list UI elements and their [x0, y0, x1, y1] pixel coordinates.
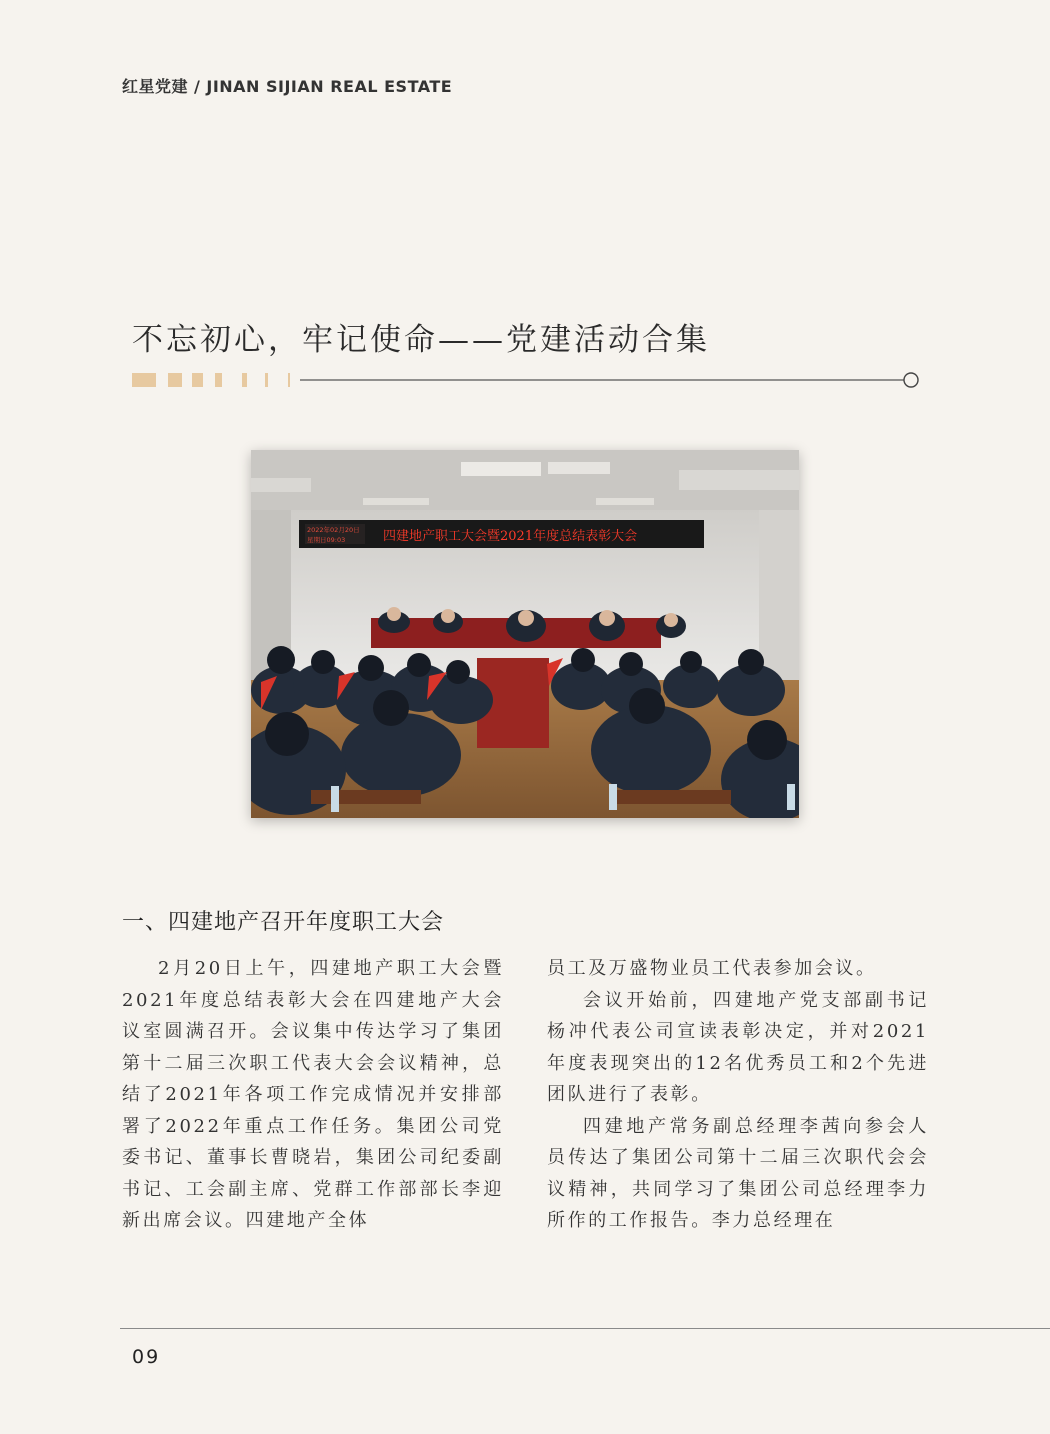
paragraph: 四建地产常务副总经理李茜向参会人员传达了集团公司第十二届三次职代会会议精神，共同学习了集团公司总经理李力所作的工作报告。李力总经理在 [547, 1115, 929, 1231]
running-header [122, 74, 452, 97]
banner-text: 四建地产职工大会暨2021年度总结表彰大会 [383, 529, 638, 544]
led-time-text: 星期日09:03 [307, 536, 346, 544]
page-title: 不忘初心，牢记使命——党建活动合集 [132, 322, 710, 358]
title-decoration [132, 370, 922, 390]
body-column-right [547, 953, 929, 1237]
meeting-photo [251, 450, 799, 818]
header-separator: / [194, 77, 201, 96]
page-number: 09 [132, 1346, 161, 1368]
header-section: 红星党建 [122, 77, 189, 96]
led-date-text: 2022年02月20日 [307, 526, 360, 534]
body-column-left [122, 953, 504, 1237]
header-company: JINAN SIJIAN REAL ESTATE [206, 77, 453, 96]
paragraph: 员工及万盛物业员工代表参加会议。 [547, 958, 877, 979]
paragraph: 会议开始前，四建地产党支部副书记杨冲代表公司宣读表彰决定，并对2021年度表现突出的12名优秀员工和2个先进团队进行了表彰。 [547, 989, 929, 1105]
section-heading: 一、四建地产召开年度职工大会 [122, 910, 445, 935]
paragraph: 2月20日上午，四建地产职工大会暨2021年度总结表彰大会在四建地产大会议室圆满召开。会议集中传达学习了集团第十二届三次职工代表大会会议精神，总结了2021年各项工作完成情况并安排部署了2022年重点工作任务。集团公司党委书记、董事长曹晓岩，集团公司纪委副书记、工会副主席、党群工作部部长李迎新出席会议。四建地产全体 [122, 958, 504, 1231]
footer-rule [120, 1328, 1050, 1329]
